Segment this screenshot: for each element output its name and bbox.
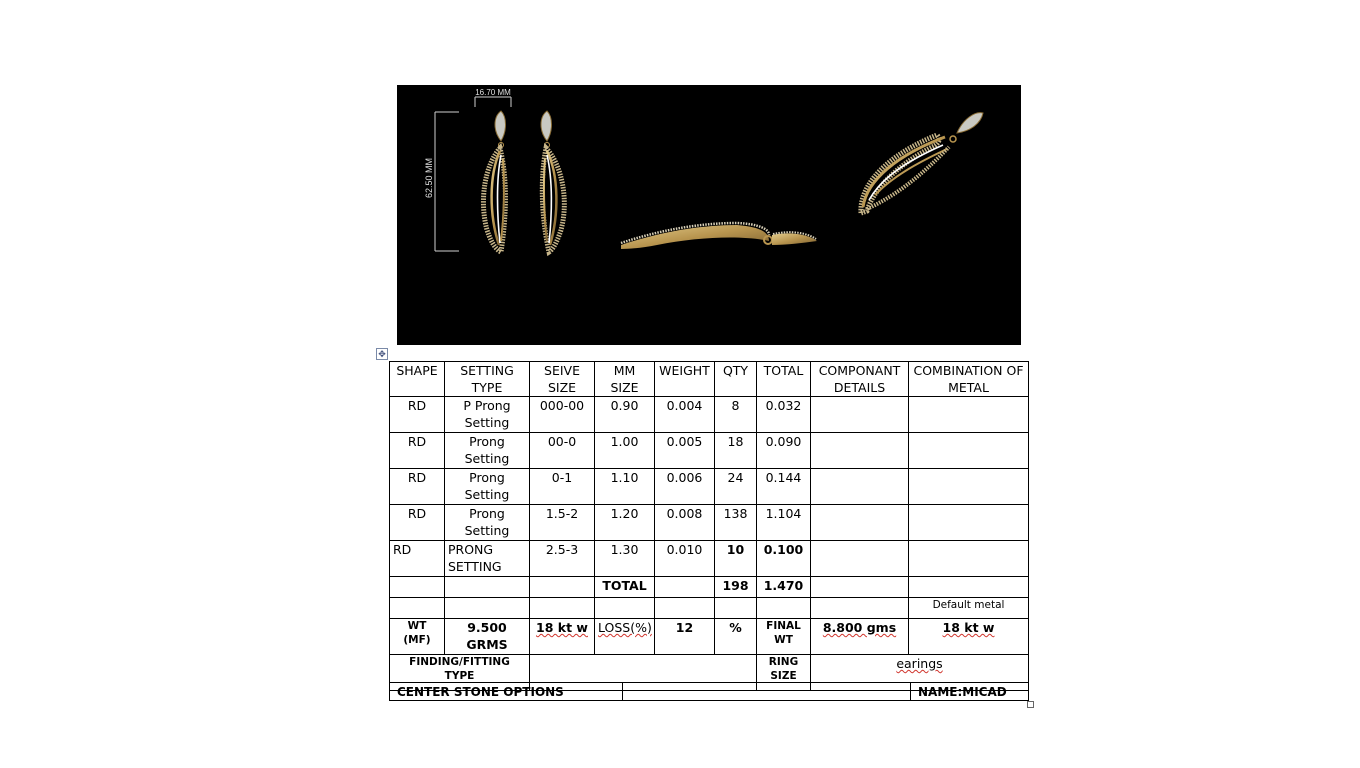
- table-cell[interactable]: 2.5-3: [530, 541, 595, 577]
- table-cell[interactable]: [811, 433, 909, 469]
- total-qty: 198: [715, 577, 757, 598]
- table-cell[interactable]: [909, 541, 1029, 577]
- wt-label: WT (MF): [390, 619, 445, 655]
- table-cell[interactable]: [909, 397, 1029, 433]
- table-cell[interactable]: 10: [715, 541, 757, 577]
- total-weight: 1.470: [757, 577, 811, 598]
- table-cell[interactable]: RD: [390, 541, 445, 577]
- header-cell: WEIGHT: [655, 362, 715, 397]
- table-row: [390, 433, 1029, 469]
- finding-label: FINDING/FITTING TYPE: [390, 655, 530, 691]
- header-cell: COMBINATION OF METAL: [909, 362, 1029, 397]
- table-cell[interactable]: [909, 433, 1029, 469]
- table-cell[interactable]: RD: [390, 433, 445, 469]
- table-cell[interactable]: [445, 577, 530, 598]
- earring-front-right: [541, 111, 564, 252]
- table-cell[interactable]: [530, 577, 595, 598]
- table-cell[interactable]: PRONG SETTING: [445, 541, 530, 577]
- default-metal-row: [390, 598, 1029, 619]
- table-row: [390, 541, 1029, 577]
- table-cell[interactable]: 24: [715, 469, 757, 505]
- wt-value[interactable]: 9.500 GRMS: [445, 619, 530, 655]
- table-cell[interactable]: [445, 598, 530, 619]
- table-cell[interactable]: 0.004: [655, 397, 715, 433]
- table-cell[interactable]: RD: [390, 469, 445, 505]
- table-cell[interactable]: 138: [715, 505, 757, 541]
- header-cell: QTY: [715, 362, 757, 397]
- ring-size-label: RING SIZE: [757, 655, 811, 691]
- metal-value[interactable]: [530, 619, 595, 655]
- table-cell[interactable]: [390, 598, 445, 619]
- table-cell[interactable]: 0.090: [757, 433, 811, 469]
- table-cell[interactable]: 0.005: [655, 433, 715, 469]
- table-cell[interactable]: [655, 598, 715, 619]
- table-cell[interactable]: P Prong Setting: [445, 397, 530, 433]
- table-cell[interactable]: 0.144: [757, 469, 811, 505]
- total-label: TOTAL: [595, 577, 655, 598]
- table-cell[interactable]: 8: [715, 397, 757, 433]
- earring-front-left: [483, 111, 505, 252]
- loss-label-text: LOSS(%): [598, 620, 652, 635]
- table-cell[interactable]: 1.10: [595, 469, 655, 505]
- table-cell[interactable]: Prong Setting: [445, 469, 530, 505]
- table-cell[interactable]: 1.5-2: [530, 505, 595, 541]
- table-cell[interactable]: 18: [715, 433, 757, 469]
- table-cell[interactable]: 0.008: [655, 505, 715, 541]
- total-row: [390, 577, 1029, 598]
- table-cell[interactable]: 0.010: [655, 541, 715, 577]
- combination-metal-value[interactable]: [909, 619, 1029, 655]
- table-cell[interactable]: [757, 598, 811, 619]
- table-cell[interactable]: [811, 598, 909, 619]
- ring-size-value-text: earings: [896, 656, 943, 671]
- loss-value[interactable]: 12: [655, 619, 715, 655]
- table-row: [390, 505, 1029, 541]
- metal-value-text: 18 kt w: [536, 620, 588, 635]
- table-move-handle[interactable]: ✥: [376, 348, 388, 360]
- specification-table: [389, 361, 1029, 691]
- table-cell[interactable]: [909, 469, 1029, 505]
- table-cell[interactable]: [530, 598, 595, 619]
- table-cell[interactable]: 000-00: [530, 397, 595, 433]
- dimension-width: [475, 88, 511, 107]
- table-cell[interactable]: [811, 541, 909, 577]
- designer-name: NAME:MICAD: [911, 683, 1029, 701]
- table-row: [390, 397, 1029, 433]
- table-cell[interactable]: Prong Setting: [445, 505, 530, 541]
- weight-row: [390, 619, 1029, 655]
- earring-angled-view: [861, 113, 983, 213]
- table-cell[interactable]: 1.20: [595, 505, 655, 541]
- dimension-height: [424, 112, 459, 251]
- header-cell: SETTING TYPE: [445, 362, 530, 397]
- table-cell[interactable]: 0-1: [530, 469, 595, 505]
- table-row: [390, 469, 1029, 505]
- footer-table: [389, 682, 1029, 701]
- center-stone-label: CENTER STONE OPTIONS: [390, 683, 623, 701]
- table-cell[interactable]: 00-0: [530, 433, 595, 469]
- final-wt-value[interactable]: [811, 619, 909, 655]
- center-stone-value[interactable]: [623, 683, 911, 701]
- header-cell: SHAPE: [390, 362, 445, 397]
- table-cell[interactable]: 0.100: [757, 541, 811, 577]
- table-cell[interactable]: [811, 469, 909, 505]
- table-header-row: [390, 362, 1029, 397]
- table-cell[interactable]: Prong Setting: [445, 433, 530, 469]
- dimension-height-label: 62.50 MM: [424, 157, 434, 199]
- table-cell[interactable]: 0.032: [757, 397, 811, 433]
- table-cell[interactable]: [390, 577, 445, 598]
- earring-side-view: [621, 223, 817, 249]
- table-cell[interactable]: [811, 577, 909, 598]
- final-wt-value-text: 8.800 gms: [822, 620, 897, 635]
- table-cell[interactable]: [715, 598, 757, 619]
- combination-metal-text: 18 kt w: [942, 620, 995, 635]
- table-cell[interactable]: RD: [390, 505, 445, 541]
- header-cell: COMPONANT DETAILS: [811, 362, 909, 397]
- table-cell[interactable]: 1.30: [595, 541, 655, 577]
- default-metal-label: Default metal: [909, 598, 1029, 619]
- table-cell[interactable]: [811, 397, 909, 433]
- table-cell[interactable]: [909, 577, 1029, 598]
- table-cell[interactable]: 1.104: [757, 505, 811, 541]
- jewelry-render-image: [397, 85, 1021, 345]
- header-cell: MM SIZE: [595, 362, 655, 397]
- loss-label: [595, 619, 655, 655]
- table-cell[interactable]: 0.90: [595, 397, 655, 433]
- final-wt-label: FINAL WT: [757, 619, 811, 655]
- header-cell: TOTAL: [757, 362, 811, 397]
- footer-row: [390, 683, 1029, 701]
- table-cell[interactable]: [655, 577, 715, 598]
- percent-sign: %: [715, 619, 757, 655]
- table-cell[interactable]: [909, 505, 1029, 541]
- table-cell[interactable]: 1.00: [595, 433, 655, 469]
- dimension-width-label: 16.70 MM: [475, 88, 511, 97]
- table-resize-handle[interactable]: [1027, 701, 1034, 708]
- table-cell[interactable]: RD: [390, 397, 445, 433]
- table-cell[interactable]: [811, 505, 909, 541]
- header-cell: SEIVE SIZE: [530, 362, 595, 397]
- table-cell[interactable]: 0.006: [655, 469, 715, 505]
- table-cell[interactable]: [595, 598, 655, 619]
